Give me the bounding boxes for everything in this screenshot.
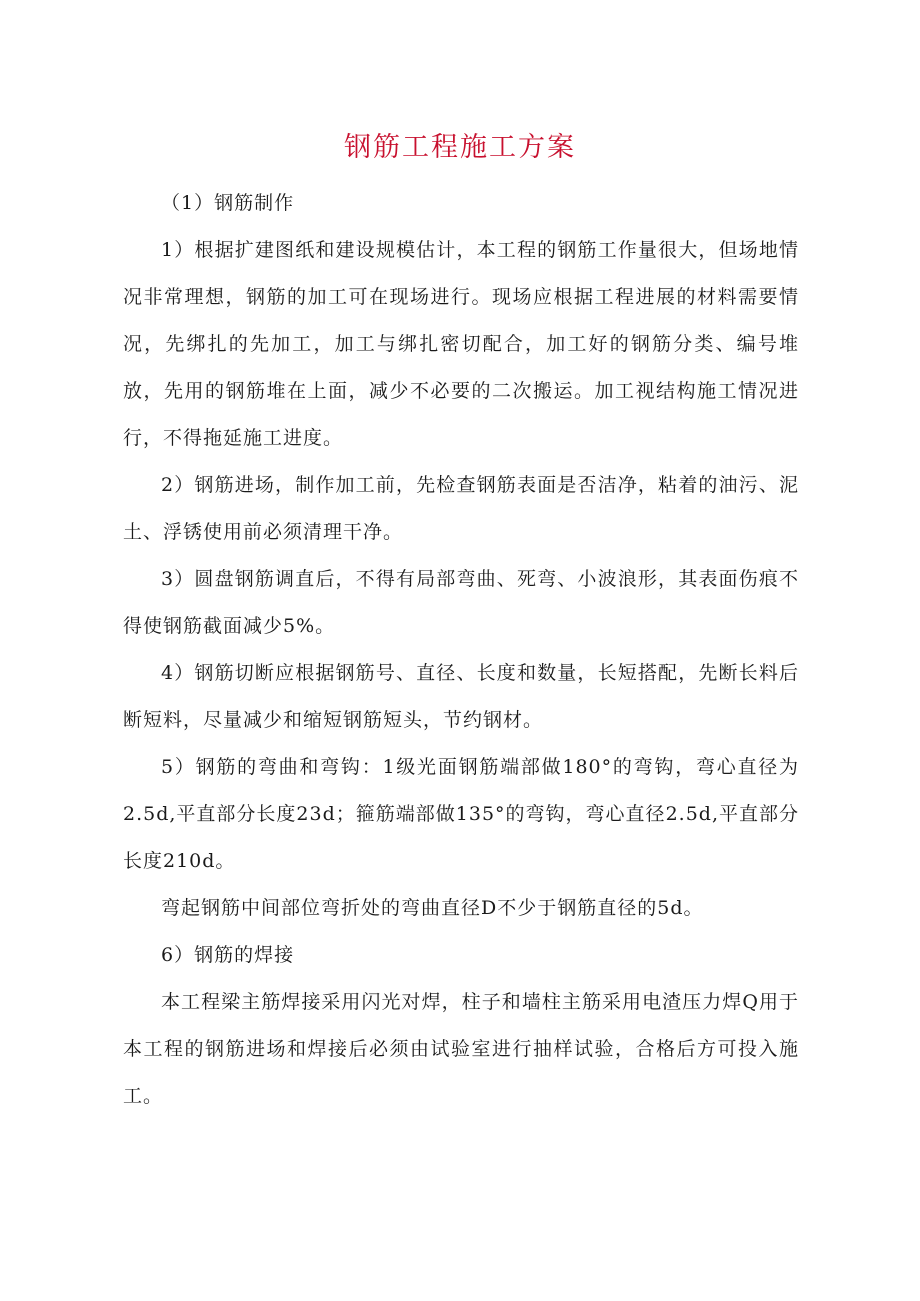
paragraph-8: 本工程梁主筋焊接采用闪光对焊，柱子和墙柱主筋采用电渣压力焊Q用于本工程的钢筋进场和焊接后必须由试验室进行抽样试验，合格后方可投入施工。 bbox=[123, 991, 799, 1107]
section-heading: （1）钢筋制作 bbox=[161, 192, 295, 214]
paragraph-5: 5）钢筋的弯曲和弯钩：1级光面钢筋端部做180°的弯钩，弯心直径为2.5d,平直部分长度23d；箍筋端部做135°的弯钩，弯心直径2.5d,平直部分长度210d。 bbox=[123, 756, 799, 872]
document-title: 钢筋工程施工方案 bbox=[344, 132, 576, 163]
subsection-heading: 6）钢筋的焊接 bbox=[161, 944, 295, 966]
document-body bbox=[123, 180, 799, 1120]
paragraph-6: 弯起钢筋中间部位弯折处的弯曲直径D不少于钢筋直径的5d。 bbox=[161, 897, 704, 919]
paragraph-3: 3）圆盘钢筋调直后，不得有局部弯曲、死弯、小波浪形，其表面伤痕不得使钢筋截面减少5%。 bbox=[123, 568, 799, 637]
paragraph-4: 4）钢筋切断应根据钢筋号、直径、长度和数量，长短搭配，先断长料后断短料，尽量减少和缩短钢筋短头，节约钢材。 bbox=[123, 662, 799, 731]
paragraph-1: 1）根据扩建图纸和建设规模估计，本工程的钢筋工作量很大，但场地情况非常理想，钢筋的加工可在现场进行。现场应根据工程进展的材料需要情况，先绑扎的先加工，加工与绑扎密切配合，加工好的钢筋分类、编号堆放，先用的钢筋堆在上面，减少不必要的二次搬运。加工视结构施工情况进行，不得拖延施工进度。 bbox=[123, 239, 799, 449]
paragraph-2: 2）钢筋进场，制作加工前，先检查钢筋表面是否洁净，粘着的油污、泥土、浮锈使用前必须清理干净。 bbox=[123, 474, 799, 543]
